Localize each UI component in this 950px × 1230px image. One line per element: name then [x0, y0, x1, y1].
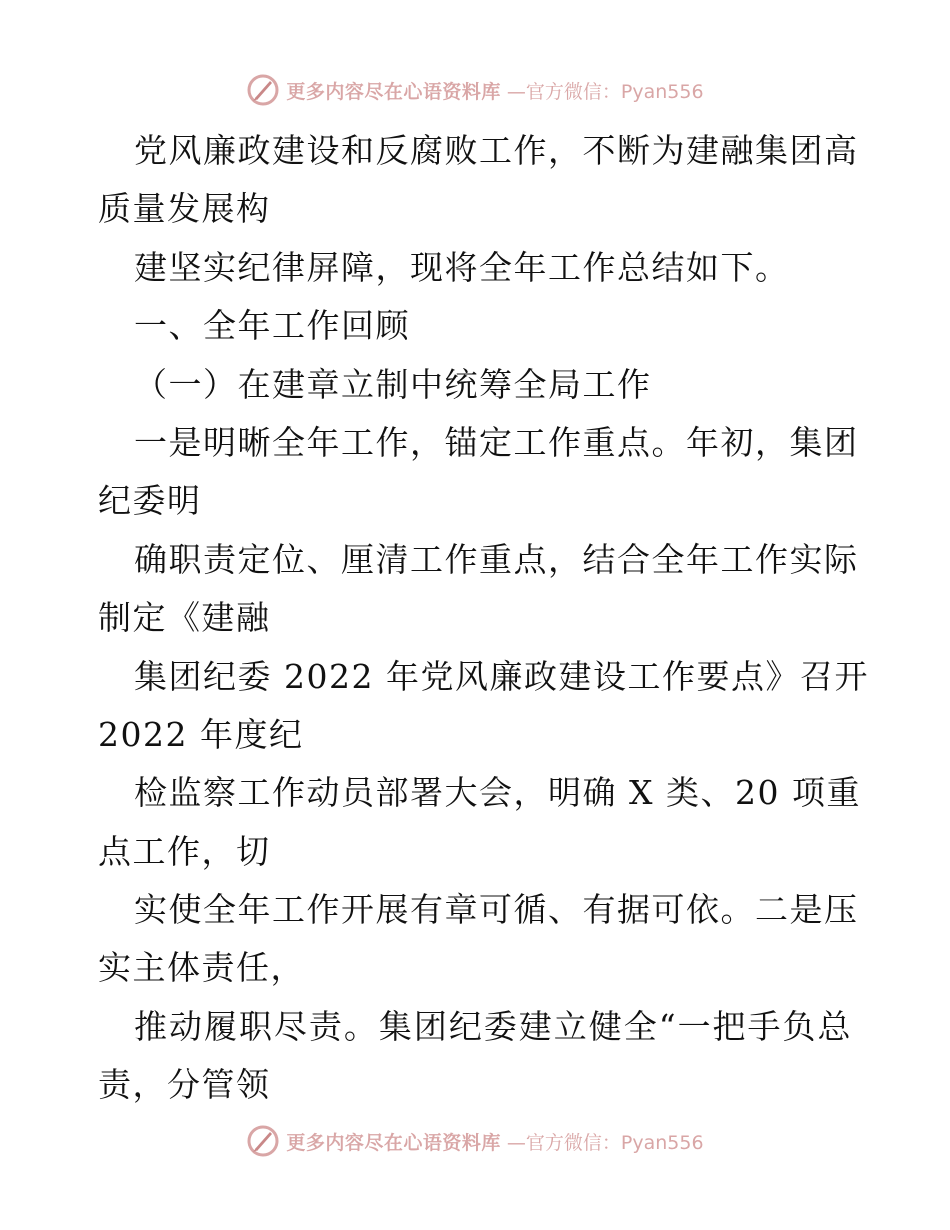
quill-circle-logo-icon	[246, 1124, 280, 1158]
document-body	[98, 122, 869, 1115]
text-line: 责，分管领	[98, 1065, 271, 1105]
section-heading: 一、全年工作回顾	[134, 306, 410, 346]
text-line: 2022 年度纪	[98, 714, 304, 754]
text-line: 党风廉政建设和反腐败工作，不断为建融集团高	[134, 131, 859, 170]
text-line: 点工作，切	[98, 831, 271, 871]
text-line: 确职责定位、厘清工作重点，结合全年工作实际	[134, 539, 859, 579]
watermark-contact: —官方微信：Pyan556	[506, 80, 704, 103]
text-line: 纪委明	[98, 481, 202, 521]
watermark-footer	[0, 1121, 950, 1161]
text-line: 质量发展构	[98, 189, 271, 229]
watermark-brand: 更多内容尽在心语资料库	[286, 80, 501, 103]
watermark-contact: —官方微信：Pyan556	[506, 1131, 704, 1154]
quill-circle-logo-icon	[246, 73, 280, 107]
subsection-heading: （一）在建章立制中统筹全局工作	[134, 364, 652, 404]
text-line: 实使全年工作开展有章可循、有据可依。二是压	[134, 890, 859, 930]
text-line: 建坚实纪律屏障，现将全年工作总结如下。	[134, 247, 790, 287]
watermark-brand: 更多内容尽在心语资料库	[286, 1131, 501, 1154]
text-line: 检监察工作动员部署大会，明确 X 类、20 项重	[134, 773, 861, 813]
watermark-header	[0, 70, 950, 110]
text-line: 推动履职尽责。集团纪委建立健全“一把手负总	[134, 1006, 852, 1046]
text-line: 集团纪委 2022 年党风廉政建设工作要点》召开	[134, 656, 869, 696]
text-line: 实主体责任，	[98, 948, 305, 988]
text-line: 一是明晰全年工作，锚定工作重点。年初，集团	[134, 422, 859, 462]
text-line: 制定《建融	[98, 598, 271, 638]
